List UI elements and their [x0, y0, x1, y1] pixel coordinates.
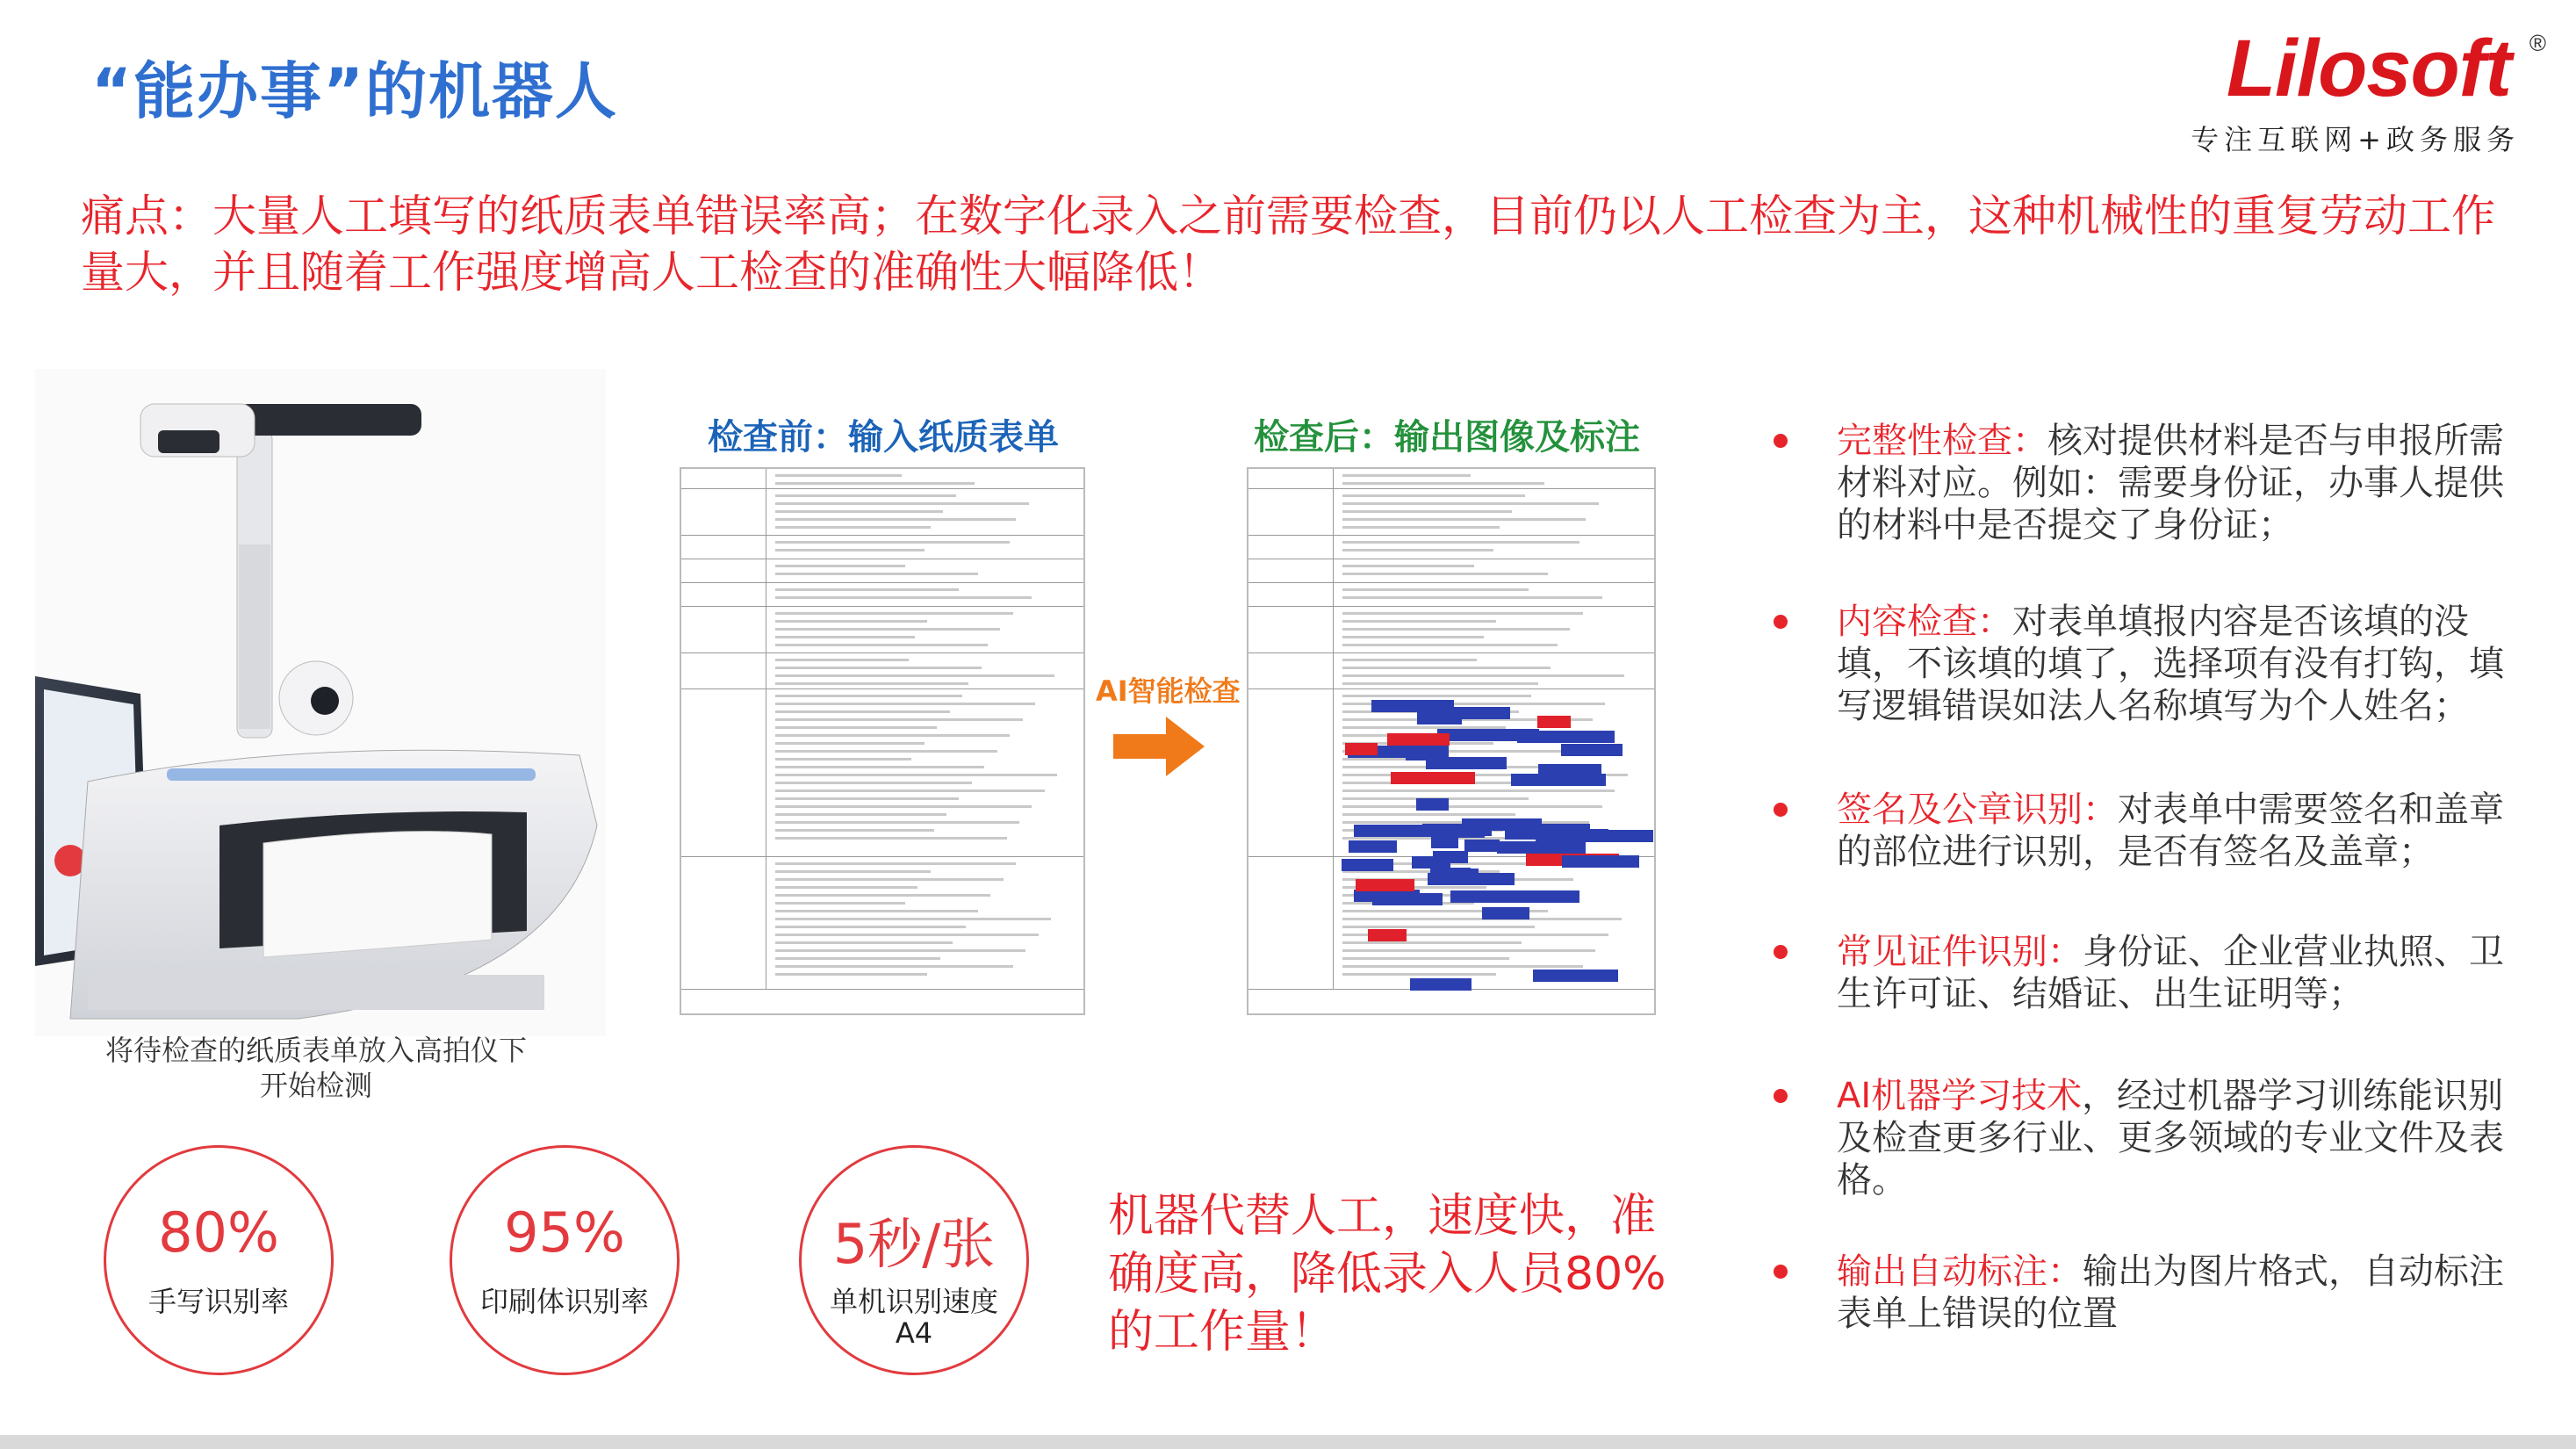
ai-check-label: AI智能检查	[1096, 674, 1241, 708]
registered-mark: ®	[2529, 30, 2546, 56]
error-annotation-mark	[1406, 748, 1435, 761]
stat-label: 单机识别速度	[829, 1285, 998, 1318]
feature-text: 输出为图片格式，自动标注表单上错误的位置	[1837, 1251, 2504, 1334]
error-annotation-mark	[1517, 731, 1615, 743]
bullet-dot-icon	[1774, 803, 1788, 817]
error-annotation-mark	[1437, 868, 1471, 880]
error-annotation-mark	[1450, 890, 1549, 903]
stat-handwriting-rate	[104, 1145, 334, 1375]
form-row	[681, 559, 1083, 583]
error-annotation-mark	[1345, 743, 1378, 755]
company-logo	[2191, 24, 2546, 156]
error-annotation-mark	[1482, 907, 1529, 919]
error-annotation-mark	[1426, 757, 1507, 769]
feature-key: 常见证件识别：	[1837, 932, 2083, 972]
form-row	[681, 489, 1083, 536]
error-annotation-mark	[1562, 855, 1638, 868]
feature-key: 完整性检查：	[1837, 421, 2047, 461]
error-annotation-mark	[1368, 929, 1407, 941]
error-annotation-mark	[1387, 733, 1450, 746]
stat-value: 95%	[504, 1200, 625, 1265]
error-annotation-mark	[1557, 830, 1653, 842]
conclusion-text: 机器代替人工，速度快，准确度高，降低录入人员80%的工作量！	[1108, 1190, 1666, 1359]
error-annotation-mark	[1349, 840, 1397, 853]
form-row	[681, 607, 1083, 653]
bullet-dot-icon	[1774, 615, 1788, 629]
feature-text: ，经过机器学习训练能识别及检查更多行业、更多领域的专业文件及表格。	[1837, 1076, 2504, 1200]
form-row	[1248, 489, 1654, 536]
feature-text: 对表单中需要签名和盖章的部位进行识别，是否有签名及盖章；	[1837, 789, 2504, 872]
error-annotation-mark	[1537, 716, 1570, 728]
feature-text: 对表单填报内容是否该填的没填，不该填的填了，选择项有没有打钩，填写逻辑错误如法人名称填写为个人姓名；	[1837, 602, 2504, 726]
form-row	[1248, 469, 1654, 489]
error-annotation-mark	[1372, 893, 1443, 905]
feature-item	[1774, 789, 2529, 873]
footer-bar	[0, 1435, 2576, 1449]
feature-text: 身份证、企业营业执照、卫生许可证、结婚证、出生证明等；	[1837, 932, 2504, 1014]
error-annotation-mark	[1433, 851, 1469, 863]
stat-speed	[799, 1145, 1029, 1375]
feature-item	[1774, 931, 2529, 1015]
feature-key: 内容检查：	[1837, 602, 2012, 642]
input-paper-form-image	[680, 467, 1085, 1015]
error-annotation-mark	[1533, 970, 1618, 982]
form-row	[1248, 653, 1654, 689]
form-row	[681, 653, 1083, 689]
form-row	[681, 469, 1083, 489]
form-row	[1248, 536, 1654, 559]
form-row	[1248, 559, 1654, 583]
feature-key: 签名及公章识别：	[1837, 789, 2118, 830]
error-annotation-mark	[1417, 712, 1462, 724]
after-check-title: 检查后：输出图像及标注	[1254, 417, 1640, 458]
feature-item	[1774, 1075, 2529, 1201]
error-annotation-mark	[1464, 840, 1500, 852]
error-annotation-mark	[1555, 773, 1582, 785]
feature-text: 核对提供材料是否与申报所需材料对应。例如：需要身份证，办事人提供的材料中是否提交了身份证；	[1837, 421, 2504, 545]
stat-value: 5秒/张	[832, 1212, 996, 1276]
before-check-title: 检查前：输入纸质表单	[708, 417, 1059, 458]
feature-item	[1774, 420, 2529, 546]
feature-key: AI机器学习技术	[1837, 1076, 2083, 1116]
form-row	[1248, 607, 1654, 653]
feature-key: 输出自动标注：	[1837, 1251, 2083, 1292]
annotated-output-form-image	[1247, 467, 1656, 1015]
error-annotation-mark	[1505, 827, 1558, 840]
form-row	[681, 857, 1083, 990]
error-annotation-mark	[1561, 744, 1623, 756]
pain-point-text: 痛点：大量人工填写的纸质表单错误率高；在数字化录入之前需要检查，目前仍以人工检查为主，这种机械性的重复劳动工作量大，并且随着工作强度增高人工检查的准确性大幅降低！	[81, 191, 2495, 298]
error-annotation-mark	[1342, 859, 1393, 871]
stat-label: 印刷体识别率	[479, 1285, 649, 1318]
bullet-dot-icon	[1774, 1265, 1788, 1279]
arrow-right-icon	[1113, 711, 1210, 782]
error-annotation-mark	[1497, 841, 1586, 854]
error-annotation-mark	[1391, 772, 1476, 784]
error-annotation-mark	[1431, 836, 1458, 848]
feature-item	[1774, 1251, 2529, 1335]
logo-tagline: 专注互联网+政务服务	[2191, 123, 2520, 156]
error-annotation-mark	[1354, 825, 1457, 837]
page-title: “能办事”的机器人	[91, 55, 619, 127]
stat-label: 手写识别率	[148, 1285, 289, 1318]
error-annotation-mark	[1371, 700, 1454, 712]
error-annotation-mark	[1416, 798, 1449, 811]
form-row	[681, 583, 1083, 607]
form-row	[681, 689, 1083, 857]
stat-print-rate	[450, 1145, 680, 1375]
error-annotation-mark	[1356, 879, 1414, 891]
feature-item	[1774, 601, 2529, 727]
bullet-dot-icon	[1774, 945, 1788, 959]
stat-value: 80%	[158, 1200, 279, 1265]
logo-wordmark: Lilosoft	[2226, 24, 2511, 113]
bullet-dot-icon	[1774, 1089, 1788, 1103]
scanner-kiosk-image	[35, 369, 606, 1036]
form-row	[681, 536, 1083, 559]
stat-sublabel: A4	[895, 1316, 933, 1350]
bullet-dot-icon	[1774, 434, 1788, 448]
form-row	[1248, 583, 1654, 607]
error-annotation-mark	[1410, 978, 1471, 991]
device-caption: 将待检查的纸质表单放入高拍仪下开始检测	[105, 1034, 528, 1102]
